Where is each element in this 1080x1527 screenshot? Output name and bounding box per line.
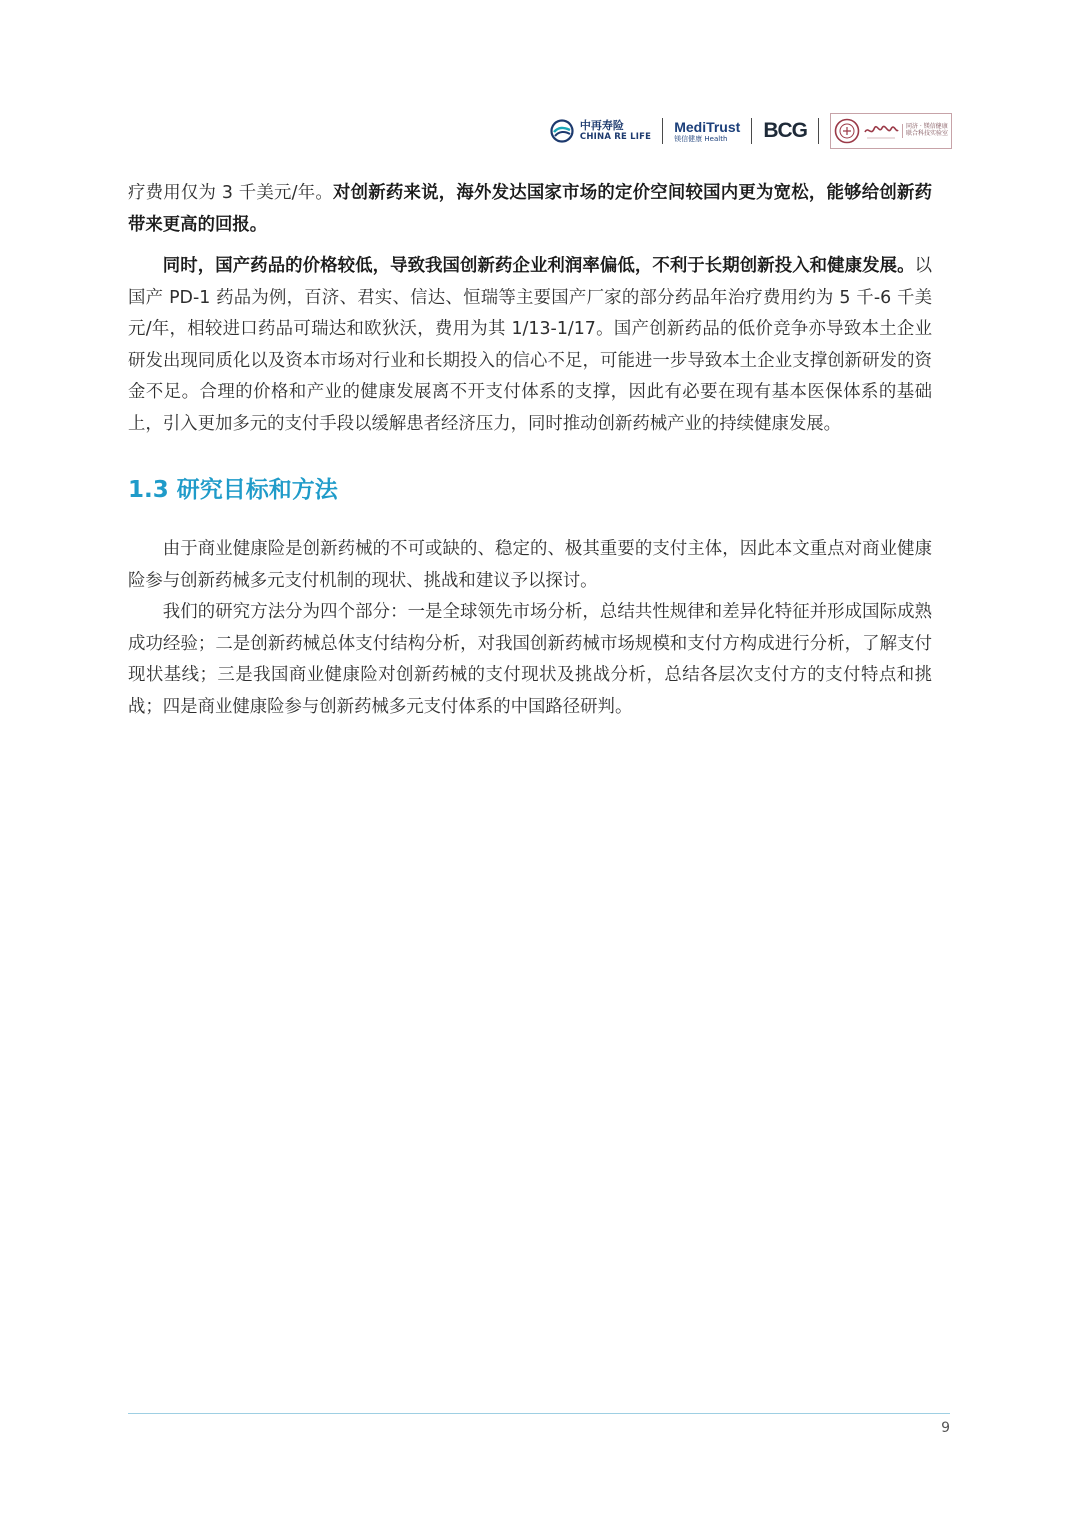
university-logo	[830, 113, 952, 149]
document-body	[128, 178, 932, 723]
page-number: 9	[941, 1420, 950, 1436]
bcg-logo: BCG	[763, 119, 807, 142]
meditrust-logo	[674, 120, 740, 143]
china-re-life-en: CHINA RE LIFE	[579, 132, 652, 143]
paragraph-domestic-pricing	[128, 251, 932, 440]
header-logos	[550, 108, 952, 154]
paragraph-research-method: 我们的研究方法分为四个部分：一是全球领先市场分析，总结共性规律和差异化特征并形成国际成熟成功经验；二是创新药械总体支付结构分析，对我国创新药械市场规模和支付方构成进行分析，了解支付现状基线；三是我国商业健康险对创新药械的支付现状及挑战分析，总结各层次支付方的支付特点和挑战；四是商业健康险参与创新药械多元支付体系的中国路径研判。	[128, 602, 932, 717]
university-side-line-2: 联合科技实验室	[905, 130, 948, 137]
china-re-life-cn: 中再寿险	[579, 119, 624, 133]
paragraph-pricing-space	[128, 178, 932, 241]
meditrust-sub: 镁信健康 Health	[674, 134, 728, 143]
section-heading: 1.3 研究目标和方法	[128, 477, 338, 503]
university-seal-icon	[834, 118, 860, 144]
paragraph-emphasis: 对创新药来说，海外发达国家市场的定价空间较国内更为宽松，能够给创新药带来更高的回报。	[128, 183, 932, 235]
china-re-life-mark-icon	[550, 119, 574, 143]
paragraph-emphasis: 同时，国产药品的价格较低，导致我国创新药企业利润率偏低，不利于长期创新投入和健康发展。	[162, 256, 915, 276]
paragraph-text: 以国产 PD-1 药品为例，百济、君实、信达、恒瑞等主要国产厂家的部分药品年治疗费用约为 5 千-6 千美元/年，相较进口药品可瑞达和欧狄沃，费用为其 1/13-1/17。国产创新药品的低价竞争亦导致本土企业研发出现同质化以及资本市场对行业和长期投入的信心不足，可能进一步导致本土企业支撑创新研发的资金不足。合理的价格和产业的健康发展离不开支付体系的支撑，因此有必要在现有基本医保体系的基础上，引入更加多元的支付手段以缓解患者经济压力，同时推动创新药械产业的持续健康发展。	[128, 256, 932, 434]
paragraph-text: 疗费用仅为 3 千美元/年。	[128, 183, 333, 203]
logo-divider	[751, 118, 752, 144]
logo-divider	[818, 118, 819, 144]
university-calligraphy-icon	[863, 118, 899, 144]
paragraph-research-goal: 由于商业健康险是创新药械的不可或缺的、稳定的、极其重要的支付主体，因此本文重点对商业健康险参与创新药械多元支付机制的现状、挑战和建议予以探讨。	[128, 539, 932, 591]
china-re-life-logo	[550, 119, 651, 143]
logo-divider	[662, 118, 663, 144]
footer-rule	[128, 1413, 950, 1414]
meditrust-name: MediTrust	[674, 118, 741, 135]
university-side-line-1: 同济 · 镁信健康	[905, 123, 948, 131]
